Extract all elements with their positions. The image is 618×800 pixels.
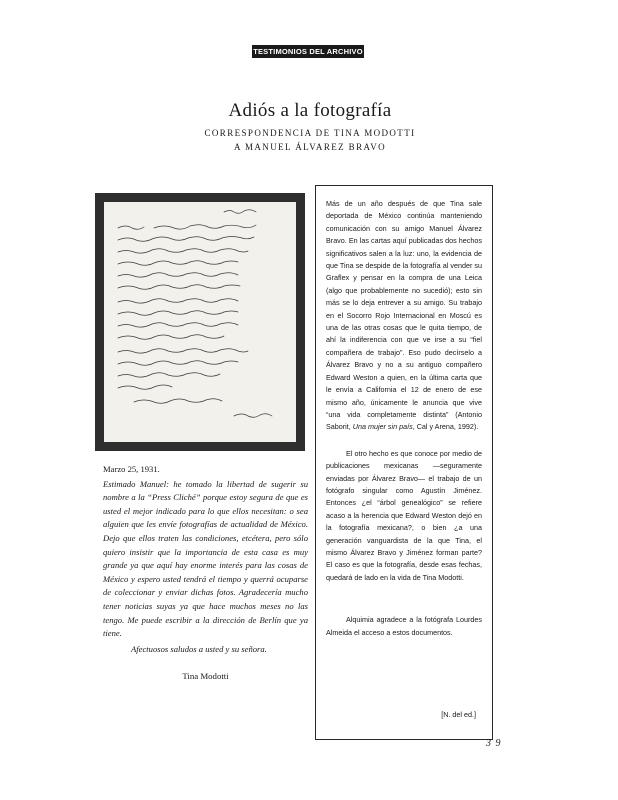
page-number: 3 9 [486, 738, 502, 749]
letter-closing: Afectuosos saludos a usted y su señora. [131, 643, 267, 654]
sidebar-paragraph-2: El otro hecho es que conoce por medio de publicaciones mexicanas —seguramente enviadas por Álvarez Bravo— el trabajo de un fotógrafo singular como Agustín Jiménez. Entonces ¿el “árbol genealógico” se refiere acaso a la herencia que Edward Weston dejó en la fotografía mexicana?, o bien ¿a una generación vanguardista de la que Tina, el mismo Álvarez Bravo y Jiménez forman parte? El caso es que la fotografía, desde esas fechas, quedará de lado en la vida de Tina Modotti. [326, 448, 482, 582]
letter-date: Marzo 25, 1931. [103, 464, 160, 474]
letter-transcription [103, 463, 308, 684]
letter-body: Estimado Manuel: he tomado la libertad de sugerir su nombre a la “Press Cliché” porque estoy segura de que es usted el mejor indicado para lo que ellos necesitan: o sea alguien que les envíe fotografías de actualidad de México. Dejo que ellos traten las condiciones, etcétera, pero sólo quiero insistir que la importancia de esta casa es muy grande ya que aquí hay enorme interés para las cosas de México y espero usted tendrá el tiempo y querrá ocuparse de coleccionar y enviar dichas fotos. Agradecería mucho tener noticias suyas ya que hace muchos meses no las tengo. Me puede escribir a la dirección de Berlín que ya tiene. [103, 478, 308, 639]
handwriting-scribble-icon [104, 202, 296, 442]
section-tag: TESTIMONIOS DEL ARCHIVO [253, 47, 363, 56]
article-subtitle-line2: A MANUEL ÁLVAREZ BRAVO [233, 142, 387, 152]
article-title: Adiós a la fotografía [228, 100, 392, 121]
sidebar-acknowledgement: Alquimia agradece a la fotógrafa Lourdes Almeida el acceso a estos documentos. [326, 615, 482, 637]
book-title: Una mujer sin país [352, 422, 413, 432]
handwritten-letter-photo [95, 193, 305, 451]
letter-paper [104, 202, 296, 442]
letter-signature: Tina Modotti [182, 671, 229, 682]
editorial-sidebar [315, 185, 493, 740]
sidebar-paragraph-1: Más de un año después de que Tina sale deportada de México continúa manteniendo comunicación con su amigo Manuel Álvarez Bravo. En las cartas aquí publicadas dos hechos significativos salen a la luz: uno, la evidencia de que Tina se despide de la fotografía al vender su Graflex y pensar en la compra de una Leica (algo que probablemente no sucedió); esto sin más se lo deja entrever a su amigo. Su trabajo en el Socorro Rojo Internacional en Moscú es una de las otras cosas que le quita tiempo, de ahí la indiferencia con que ve irse a su “fiel compañera de trabajo”. Eso pudo decírselo a Álvarez Bravo y no a su antiguo compañero Edward Weston a quien, en la última carta que le envía a California el 12 de enero de ese mismo año, únicamente le anuncia que vive “una vida completamente distinta” (Antonio Saborit, Una mujer sin país, Cal y Arena, 1992). [326, 199, 482, 432]
article-subtitle-line1: CORRESPONDENCIA DE TINA MODOTTI [204, 128, 416, 138]
editor-note: [N. del ed.] [441, 709, 476, 719]
